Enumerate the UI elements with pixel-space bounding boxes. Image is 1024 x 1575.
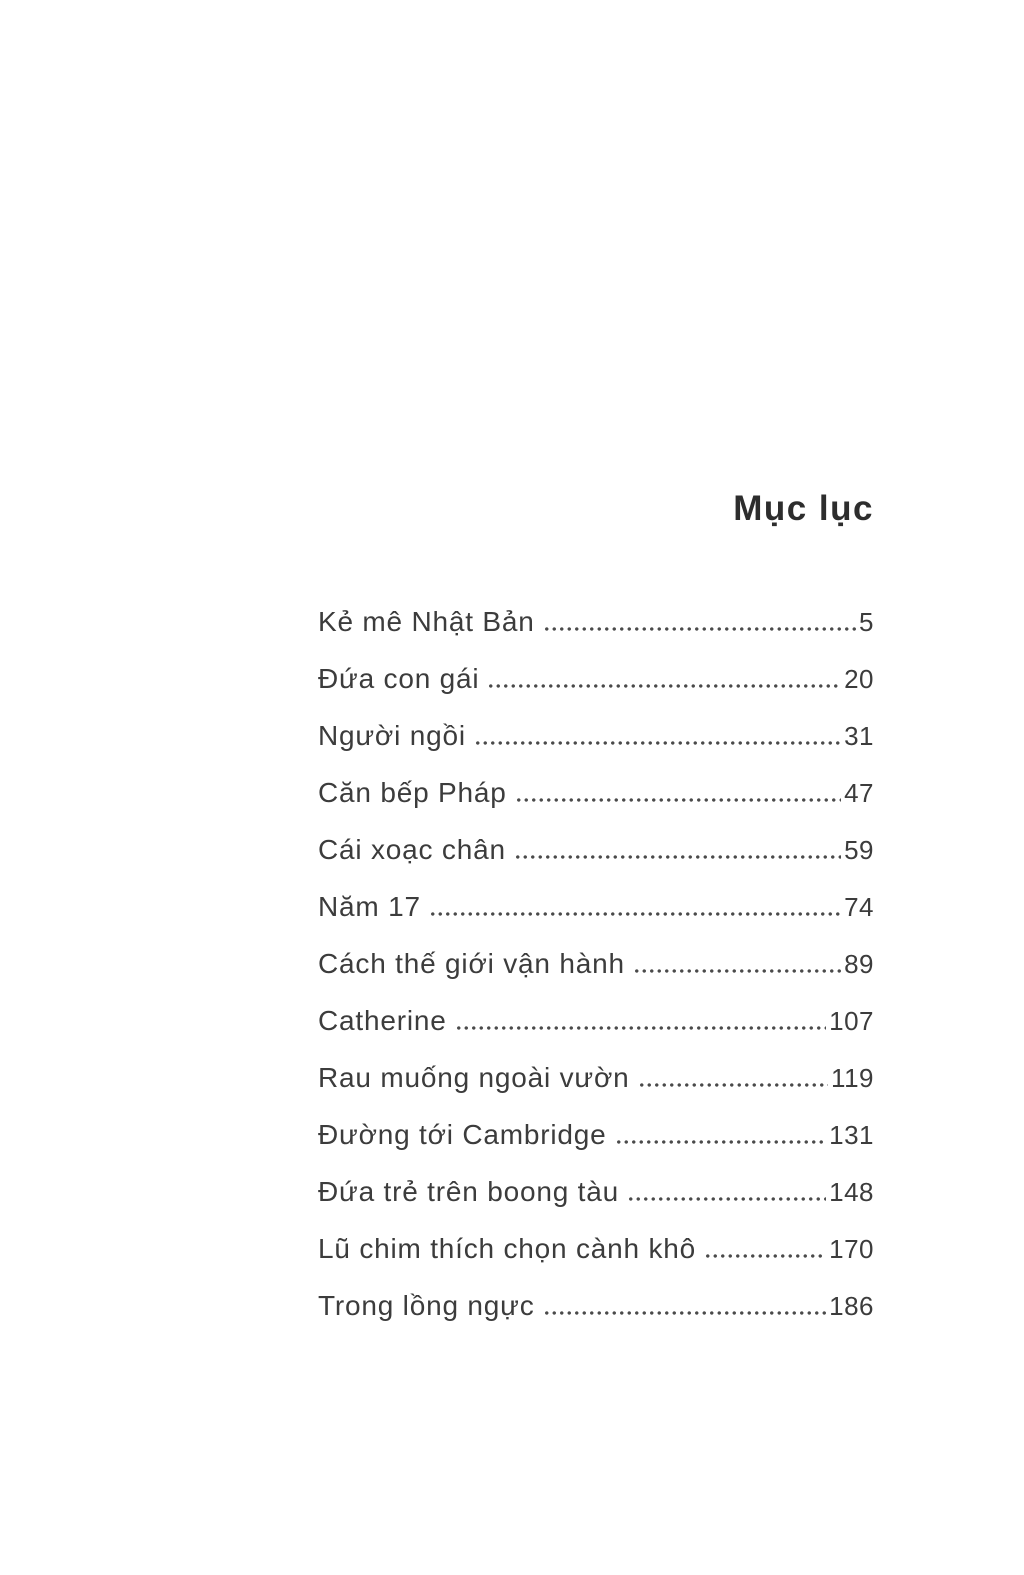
toc-entry bbox=[318, 720, 874, 752]
toc-entry-title: Năm 17 bbox=[318, 891, 421, 922]
toc-entry-page: 31 bbox=[844, 721, 874, 751]
toc-entry-title: Rau muống ngoài vườn bbox=[318, 1062, 630, 1093]
dotted-leader bbox=[615, 1140, 827, 1144]
toc-entry-page: 89 bbox=[844, 949, 874, 979]
toc-entry-title: Cách thế giới vận hành bbox=[318, 948, 625, 979]
dotted-leader bbox=[627, 1197, 826, 1201]
toc-entry bbox=[318, 777, 874, 809]
toc-entry-title: Cái xoạc chân bbox=[318, 834, 506, 865]
toc-entry-title: Người ngồi bbox=[318, 720, 466, 751]
page-title: Mục lục bbox=[733, 489, 874, 528]
dotted-leader bbox=[543, 1311, 827, 1315]
dotted-leader bbox=[514, 855, 841, 859]
toc-entry bbox=[318, 891, 874, 923]
toc-entry-page: 47 bbox=[844, 778, 874, 808]
toc-entry bbox=[318, 1062, 874, 1094]
toc-entry-title: Đứa trẻ trên boong tàu bbox=[318, 1176, 619, 1207]
toc-entry-page: 131 bbox=[829, 1120, 874, 1150]
toc-content bbox=[318, 488, 874, 1347]
dotted-leader bbox=[429, 912, 841, 916]
dotted-leader bbox=[515, 798, 841, 802]
toc-entry-title: Đường tới Cambridge bbox=[318, 1119, 607, 1150]
toc-entry bbox=[318, 1005, 874, 1037]
toc-entry-page: 148 bbox=[829, 1177, 874, 1207]
dotted-leader bbox=[543, 627, 856, 631]
dotted-leader bbox=[455, 1026, 827, 1030]
dotted-leader bbox=[633, 969, 841, 973]
toc-entry bbox=[318, 834, 874, 866]
toc-entry-page: 186 bbox=[829, 1291, 874, 1321]
toc-list bbox=[318, 606, 874, 1322]
toc-entry bbox=[318, 1176, 874, 1208]
toc-entry-title: Catherine bbox=[318, 1005, 447, 1036]
toc-entry-page: 119 bbox=[831, 1063, 874, 1093]
toc-entry-page: 20 bbox=[844, 664, 874, 694]
toc-entry bbox=[318, 606, 874, 638]
toc-entry-page: 170 bbox=[829, 1234, 874, 1264]
toc-entry-title: Trong lồng ngực bbox=[318, 1290, 535, 1321]
dotted-leader bbox=[704, 1254, 826, 1258]
toc-entry-page: 59 bbox=[844, 835, 874, 865]
dotted-leader bbox=[638, 1083, 829, 1087]
toc-entry-title: Đứa con gái bbox=[318, 663, 480, 694]
toc-entry-title: Kẻ mê Nhật Bản bbox=[318, 606, 535, 637]
toc-entry-page: 107 bbox=[829, 1006, 874, 1036]
toc-entry-page: 74 bbox=[844, 892, 874, 922]
dotted-leader bbox=[487, 684, 841, 688]
toc-entry-title: Căn bếp Pháp bbox=[318, 777, 507, 808]
toc-entry bbox=[318, 1233, 874, 1265]
dotted-leader bbox=[474, 741, 841, 745]
toc-entry bbox=[318, 948, 874, 980]
toc-entry-title: Lũ chim thích chọn cành khô bbox=[318, 1233, 697, 1264]
toc-entry bbox=[318, 663, 874, 695]
toc-entry bbox=[318, 1119, 874, 1151]
toc-entry bbox=[318, 1290, 874, 1322]
toc-entry-page: 5 bbox=[859, 607, 874, 637]
